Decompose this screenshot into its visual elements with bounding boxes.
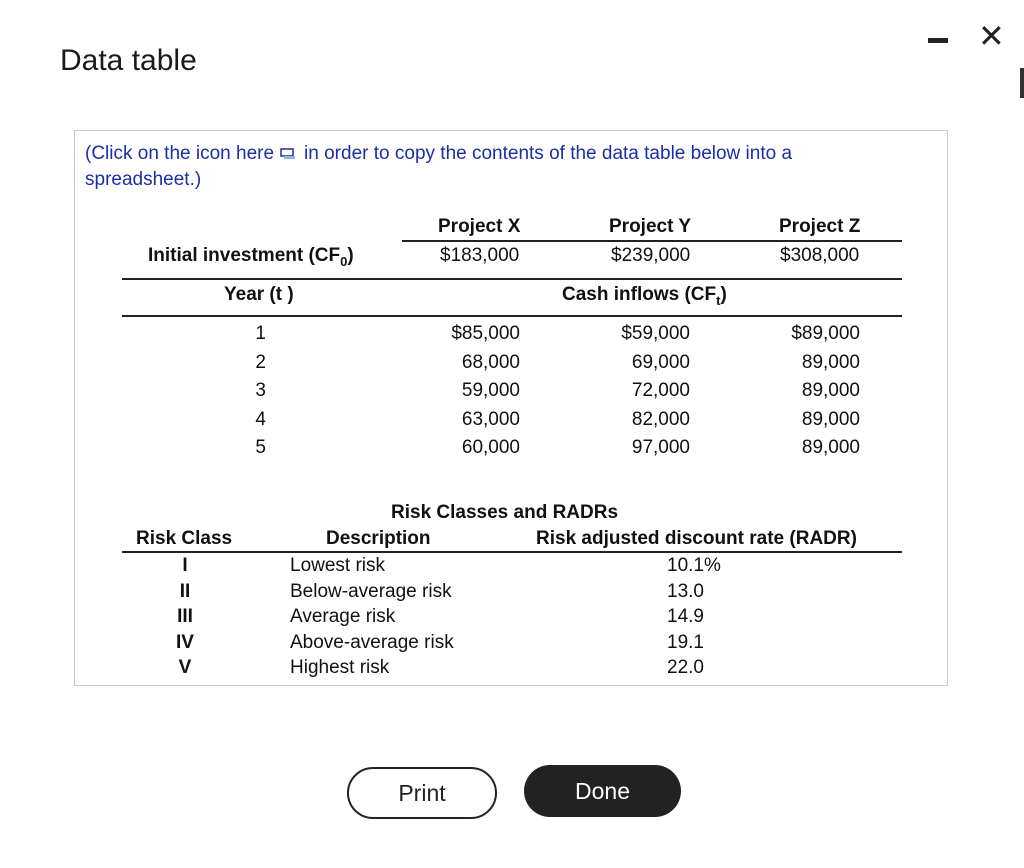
risk-class-cell: I <box>182 555 188 576</box>
initial-investment-z: $308,000 <box>780 245 860 266</box>
risk-class-cell: II <box>179 580 191 602</box>
project-z-column <box>740 320 860 463</box>
cash-cell-y: 82,000 <box>631 408 690 430</box>
description-cell: Below-average risk <box>290 580 452 602</box>
minimize-icon[interactable] <box>928 38 948 43</box>
header-rule <box>402 240 902 242</box>
radr-cell: 10.1% <box>667 555 721 576</box>
cash-rule <box>122 315 902 317</box>
radr-column <box>667 553 721 681</box>
year-cell: 5 <box>255 437 266 458</box>
year-cell: 4 <box>255 408 266 430</box>
description-cell: Lowest risk <box>290 555 386 576</box>
radr-cell: 19.1 <box>667 631 704 653</box>
cash-cell-z: $89,000 <box>791 323 860 344</box>
year-cell: 3 <box>255 380 266 401</box>
header-radr: Risk adjusted discount rate (RADR) <box>536 528 857 549</box>
risk-header-rule <box>122 551 902 553</box>
risk-class-cell: IV <box>176 631 194 653</box>
radr-cell: 13.0 <box>667 580 704 602</box>
risk-class-cell: III <box>177 606 193 627</box>
year-column <box>244 320 266 463</box>
cash-cell-y: 69,000 <box>631 351 690 373</box>
cash-cell-z: 89,000 <box>801 380 860 401</box>
done-button[interactable]: Done <box>524 765 681 817</box>
cash-cell-x: 59,000 <box>461 380 520 401</box>
description-cell: Highest risk <box>290 657 390 678</box>
cash-inflows-label: Cash inflows $(CF_t)$ <box>562 284 727 308</box>
cash-cell-y: 97,000 <box>631 437 690 458</box>
investment-rule <box>122 278 902 280</box>
initial-investment-label: Initial investment $(CF_0)$ <box>148 245 354 269</box>
radr-cell: 22.0 <box>667 657 704 678</box>
year-label: Year (t ) <box>224 284 294 305</box>
description-column <box>290 553 454 681</box>
project-y-column <box>570 320 690 463</box>
copy-instruction <box>85 141 885 193</box>
print-button[interactable]: Print <box>347 767 497 819</box>
year-cell: 2 <box>255 351 266 373</box>
header-project-x: Project X <box>438 216 521 237</box>
year-cell: 1 <box>255 323 266 344</box>
cash-cell-x: $85,000 <box>451 323 520 344</box>
project-x-column <box>400 320 520 463</box>
description-cell: Above-average risk <box>290 631 454 653</box>
cash-cell-y: 72,000 <box>631 380 690 401</box>
cash-cell-x: 60,000 <box>461 437 520 458</box>
instruction-text-after: in order to copy the contents of the data table below into a spreadsheet.) <box>85 143 793 190</box>
radr-cell: 14.9 <box>667 606 704 627</box>
cash-cell-z: 89,000 <box>801 351 860 373</box>
cash-cell-z: 89,000 <box>801 408 860 430</box>
header-project-y: Project Y <box>609 216 692 237</box>
header-description: Description <box>326 528 431 549</box>
initial-investment-y: $239,000 <box>611 245 691 266</box>
initial-investment-x: $183,000 <box>440 245 520 266</box>
dialog-title: Data table <box>60 44 197 77</box>
header-project-z: Project Z <box>779 216 861 237</box>
risk-class-cell: V <box>178 657 192 678</box>
description-cell: Average risk <box>290 606 396 627</box>
risk-class-column <box>160 553 210 681</box>
cash-cell-x: 68,000 <box>461 351 520 373</box>
copy-spreadsheet-icon[interactable] <box>280 148 296 160</box>
header-risk-class: Risk Class <box>136 528 233 549</box>
cash-cell-x: 63,000 <box>461 408 520 430</box>
cash-cell-z: 89,000 <box>801 437 860 458</box>
risk-table-title: Risk Classes and RADRs <box>391 502 619 523</box>
cash-cell-y: $59,000 <box>621 323 690 344</box>
scrollbar-edge[interactable] <box>1020 68 1024 98</box>
close-icon[interactable]: ✕ <box>978 18 1005 54</box>
instruction-text-before: (Click on the icon here <box>85 143 275 164</box>
